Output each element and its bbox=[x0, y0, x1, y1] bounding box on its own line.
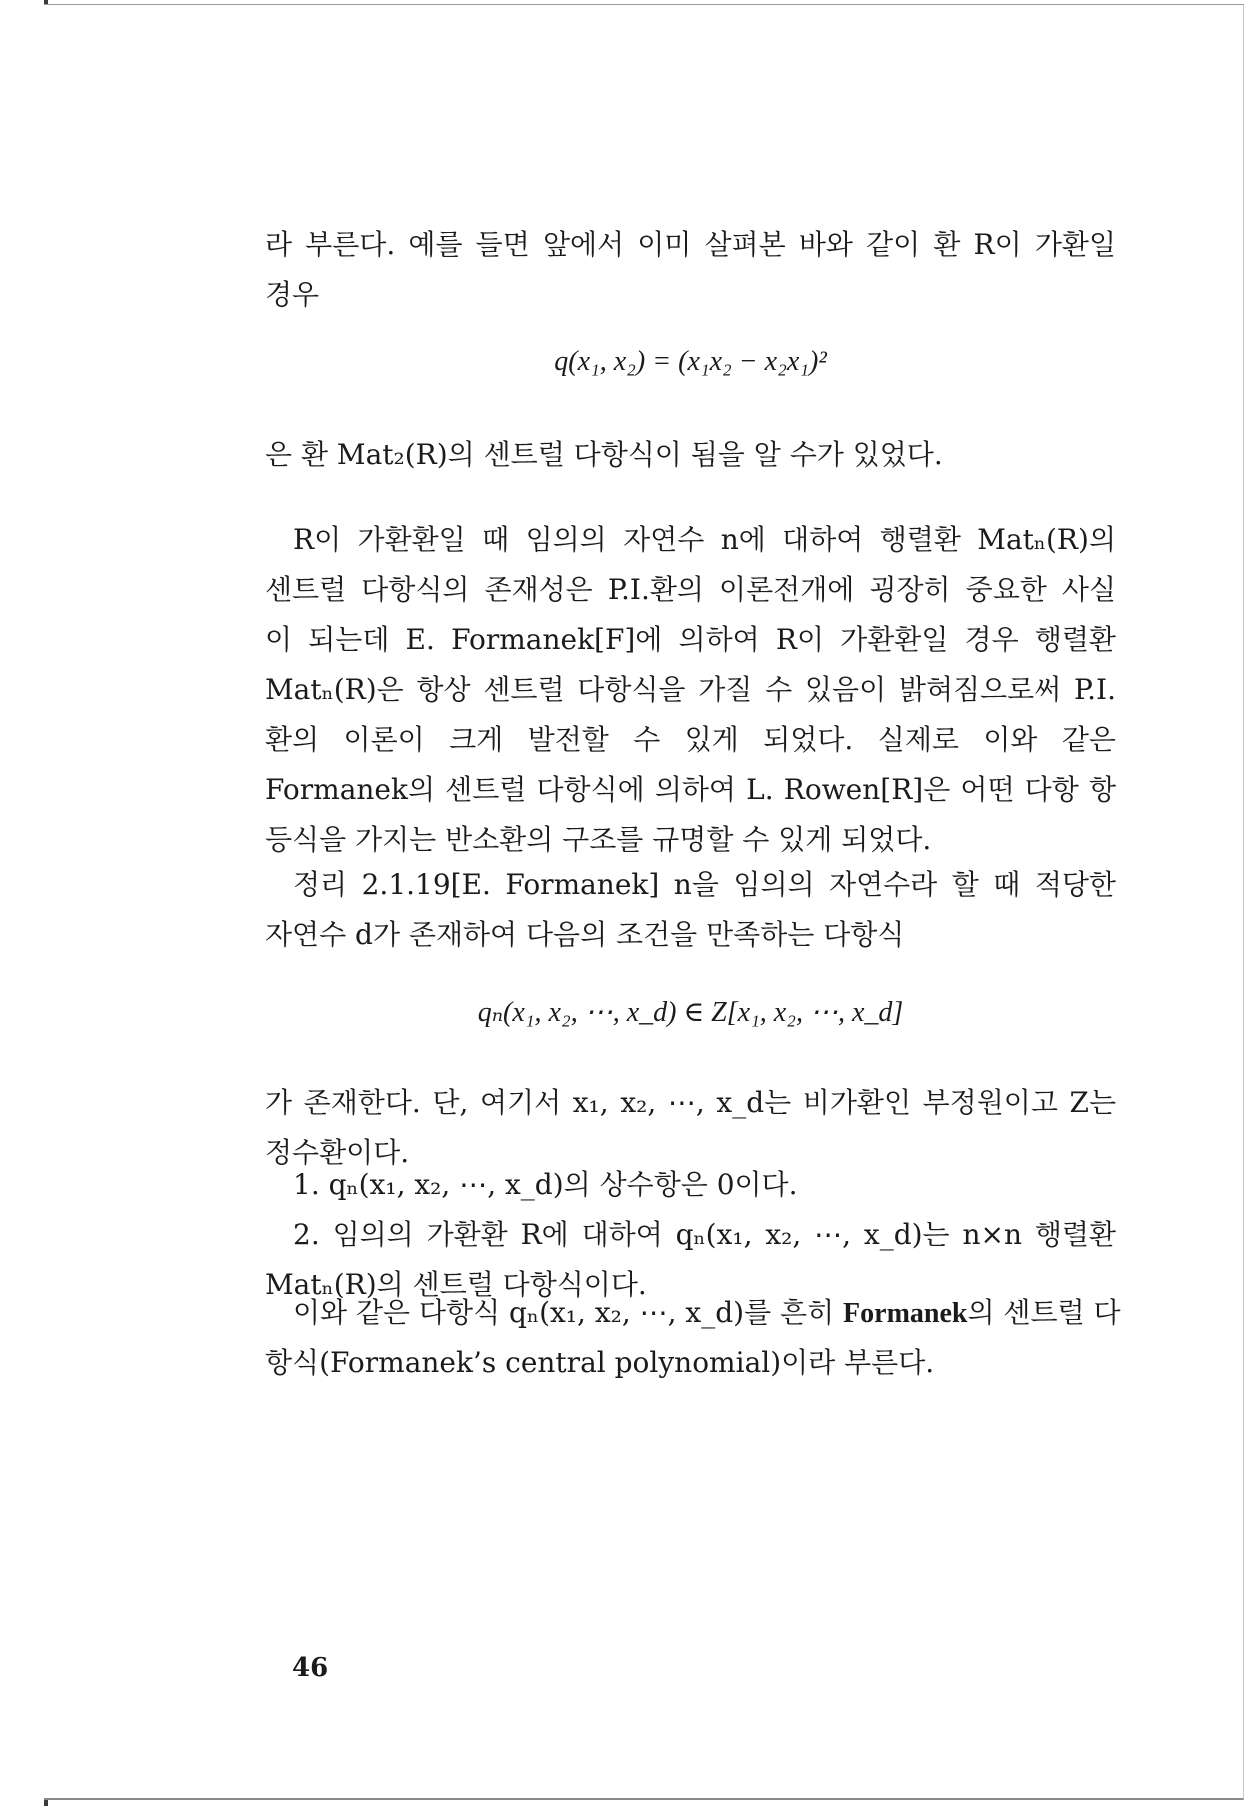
equation-formanek-polynomial: qₙ(x₁, x₂, ⋯, x_d) ∈ Z[x₁, x₂, ⋯, x_d] bbox=[477, 997, 904, 1028]
text-line: 은 환 Mat₂(R)의 센트럴 다항식이 됨을 알 수가 있었다. bbox=[265, 438, 943, 471]
paragraph-formanek-central-polynomial bbox=[265, 1288, 1121, 1388]
text-line bbox=[265, 1288, 1121, 1338]
condition-item: 1. qₙ(x₁, x₂, ⋯, x_d)의 상수항은 0이다. bbox=[293, 1168, 798, 1201]
text-line: 라 부른다. 예를 들면 앞에서 이미 살펴본 바와 같이 환 R이 가환일 bbox=[265, 228, 1116, 261]
text-line: 이 되는데 E. Formanek[F]에 의하여 R이 가환환일 경우 행렬환 bbox=[265, 623, 1116, 656]
text-line: Matₙ(R)은 항상 센트럴 다항식을 가질 수 있음이 밝혀짐으로써 P.I. bbox=[265, 673, 1116, 706]
paragraph-formanek-history bbox=[265, 515, 1116, 865]
theorem-statement bbox=[265, 860, 1116, 960]
text-line: 환의 이론이 크게 발전할 수 있게 되었다. 실제로 이와 같은 bbox=[265, 723, 1116, 756]
text-line: 정수환이다. bbox=[265, 1136, 410, 1169]
condition-item: 2. 임의의 가환환 R에 대하여 qₙ(x₁, x₂, ⋯, x_d)는 n×n 행렬환 bbox=[293, 1218, 1116, 1251]
text-span: 의 센트럴 다 bbox=[967, 1296, 1121, 1329]
equation-commutator-square: q(x₁, x₂) = (x₁x₂ − x₂x₁)² bbox=[554, 346, 827, 377]
text-line: 등식을 가지는 반소환의 구조를 규명할 수 있게 되었다. bbox=[265, 823, 932, 856]
text-span: 이와 같은 다항식 qₙ(x₁, x₂, ⋯, x_d)를 흔히 bbox=[293, 1296, 844, 1329]
text-line: 경우 bbox=[265, 278, 320, 311]
text-line: 자연수 d가 존재하여 다음의 조건을 만족하는 다항식 bbox=[265, 918, 905, 951]
text-line: 가 존재한다. 단, 여기서 x₁, x₂, ⋯, x_d는 비가환인 부정원이고 Z는 bbox=[265, 1086, 1116, 1119]
paragraph-mat2 bbox=[265, 430, 1116, 480]
formanek-bold-term: Formanek bbox=[843, 1298, 968, 1329]
text-line: 정리 2.1.19[E. Formanek] n을 임의의 자연수라 할 때 적당한 bbox=[293, 868, 1116, 901]
text-line: 항식(Formanek’s central polynomial)이라 부른다. bbox=[265, 1346, 935, 1379]
text-line: R이 가환환일 때 임의의 자연수 n에 대하여 행렬환 Matₙ(R)의 bbox=[293, 523, 1116, 556]
text-line: Formanek의 센트럴 다항식에 의하여 L. Rowen[R]은 어떤 다항 항 bbox=[265, 773, 1116, 806]
page-number: 46 bbox=[292, 1653, 329, 1683]
text-line: 센트럴 다항식의 존재성은 P.I.환의 이론전개에 굉장히 중요한 사실 bbox=[265, 573, 1116, 606]
text-line: Matₙ(R)의 센트럴 다항식이다. bbox=[265, 1268, 647, 1301]
paragraph-intro bbox=[265, 220, 1116, 320]
